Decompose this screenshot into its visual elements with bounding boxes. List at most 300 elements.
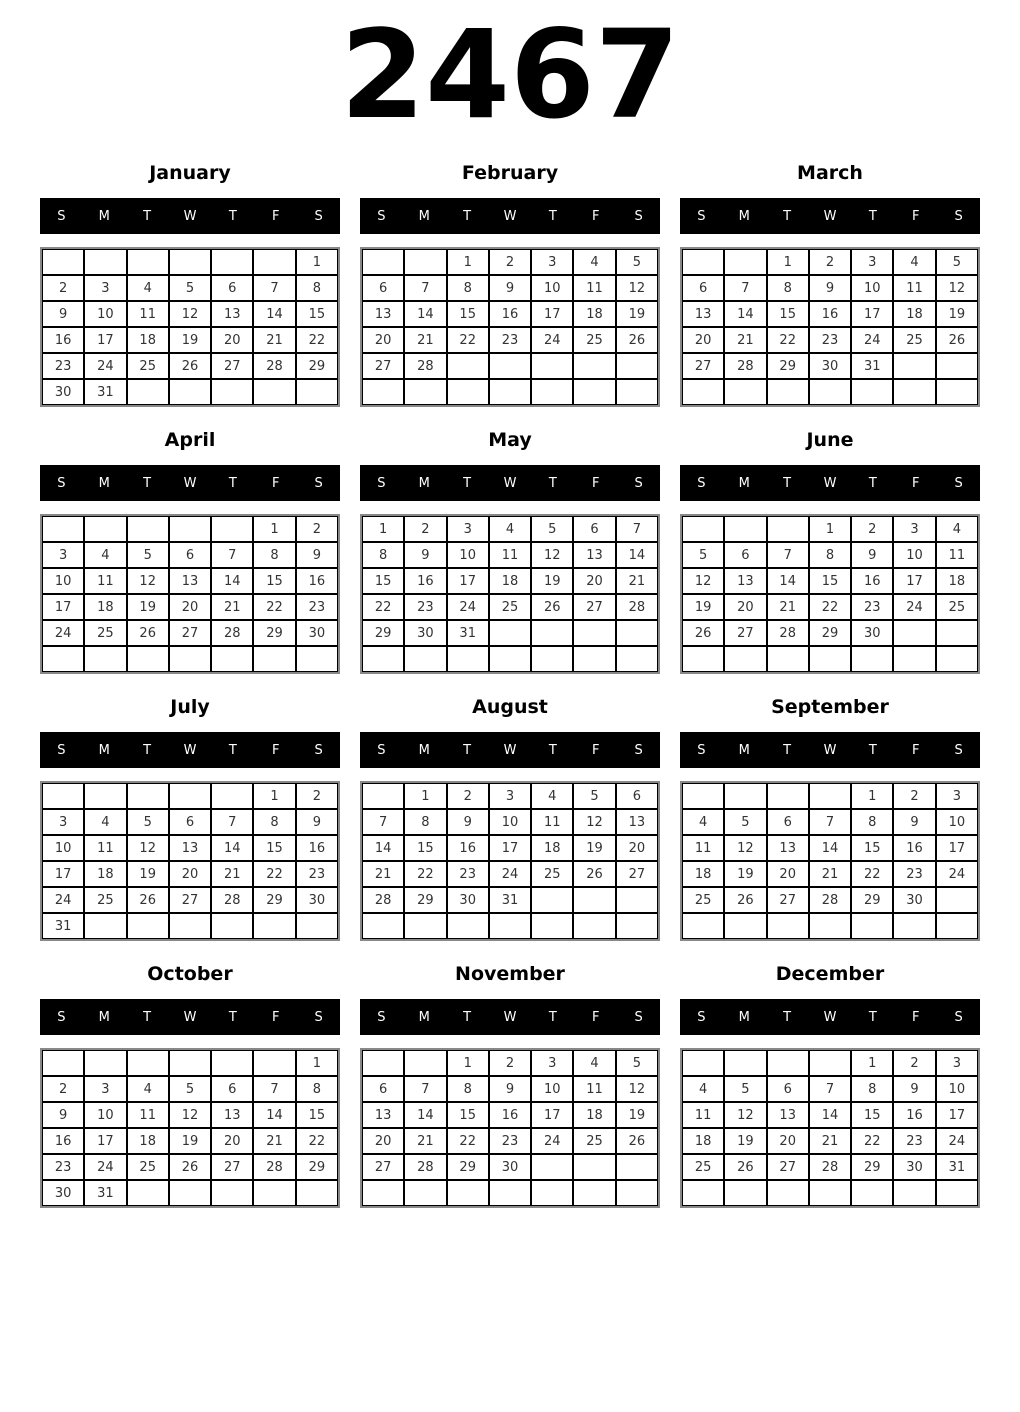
day-cell: 23 bbox=[42, 1154, 84, 1180]
day-cell: 18 bbox=[84, 594, 126, 620]
day-cell: 27 bbox=[767, 887, 809, 913]
weekday-label: W bbox=[823, 475, 837, 491]
day-cell: 6 bbox=[573, 516, 615, 542]
day-cell: 23 bbox=[809, 327, 851, 353]
day-cell: 2 bbox=[404, 516, 446, 542]
day-cell: 26 bbox=[724, 1154, 766, 1180]
day-cell: 8 bbox=[253, 809, 295, 835]
weekday-label: S bbox=[634, 208, 643, 224]
day-cell: 2 bbox=[893, 783, 935, 809]
day-cell: 16 bbox=[893, 1102, 935, 1128]
day-cell: 25 bbox=[127, 353, 169, 379]
day-cell bbox=[936, 620, 978, 646]
day-cell: 10 bbox=[447, 542, 489, 568]
day-cell bbox=[682, 379, 724, 405]
weekday-label: T bbox=[783, 742, 792, 758]
day-cell bbox=[531, 620, 573, 646]
day-cell: 13 bbox=[724, 568, 766, 594]
day-cell bbox=[127, 783, 169, 809]
day-cell: 13 bbox=[211, 301, 253, 327]
day-cell: 11 bbox=[936, 542, 978, 568]
day-cell: 8 bbox=[362, 542, 404, 568]
weekday-label: M bbox=[98, 742, 110, 758]
day-cell: 16 bbox=[42, 1128, 84, 1154]
day-cell bbox=[127, 379, 169, 405]
weekday-label: S bbox=[314, 475, 323, 491]
day-cell: 24 bbox=[851, 327, 893, 353]
day-cell: 17 bbox=[851, 301, 893, 327]
weekday-label: T bbox=[463, 475, 472, 491]
day-cell bbox=[84, 646, 126, 672]
day-cell: 9 bbox=[489, 1076, 531, 1102]
month-title: March bbox=[797, 162, 863, 184]
day-cell: 28 bbox=[211, 620, 253, 646]
day-cell: 7 bbox=[362, 809, 404, 835]
month-block bbox=[360, 963, 660, 1208]
weekday-label: W bbox=[503, 1009, 517, 1025]
day-cell bbox=[211, 249, 253, 275]
weekday-label: T bbox=[143, 1009, 152, 1025]
day-cell: 30 bbox=[42, 379, 84, 405]
day-cell: 23 bbox=[893, 861, 935, 887]
day-cell: 1 bbox=[767, 249, 809, 275]
day-cell: 27 bbox=[573, 594, 615, 620]
day-cell bbox=[724, 646, 766, 672]
day-cell: 29 bbox=[296, 353, 338, 379]
day-cell: 1 bbox=[404, 783, 446, 809]
weekday-label: S bbox=[697, 1009, 706, 1025]
day-cell: 12 bbox=[936, 275, 978, 301]
weekday-header bbox=[680, 999, 980, 1035]
day-cell bbox=[936, 646, 978, 672]
day-cell bbox=[169, 249, 211, 275]
day-cell: 10 bbox=[936, 809, 978, 835]
day-cell bbox=[809, 646, 851, 672]
day-cell: 19 bbox=[127, 861, 169, 887]
day-cell: 11 bbox=[682, 835, 724, 861]
day-cell: 18 bbox=[531, 835, 573, 861]
weekday-header bbox=[360, 465, 660, 501]
weekday-label: T bbox=[868, 475, 877, 491]
day-cell: 28 bbox=[724, 353, 766, 379]
day-cell: 24 bbox=[936, 861, 978, 887]
day-cell bbox=[531, 1154, 573, 1180]
day-cell: 24 bbox=[84, 353, 126, 379]
year-title: 2467 bbox=[340, 4, 680, 146]
calendar-grid bbox=[40, 781, 340, 941]
day-cell: 10 bbox=[531, 275, 573, 301]
day-cell: 1 bbox=[253, 783, 295, 809]
day-cell: 20 bbox=[573, 568, 615, 594]
day-cell bbox=[169, 783, 211, 809]
day-cell: 5 bbox=[616, 249, 658, 275]
day-cell: 31 bbox=[489, 887, 531, 913]
day-cell bbox=[531, 379, 573, 405]
day-cell: 24 bbox=[531, 327, 573, 353]
day-cell bbox=[362, 379, 404, 405]
day-cell bbox=[84, 249, 126, 275]
day-cell: 12 bbox=[616, 275, 658, 301]
day-cell bbox=[447, 913, 489, 939]
day-cell: 19 bbox=[682, 594, 724, 620]
day-cell: 5 bbox=[127, 809, 169, 835]
day-cell bbox=[767, 516, 809, 542]
day-cell: 16 bbox=[809, 301, 851, 327]
day-cell: 26 bbox=[682, 620, 724, 646]
day-cell bbox=[211, 1050, 253, 1076]
day-cell bbox=[127, 516, 169, 542]
day-cell: 27 bbox=[616, 861, 658, 887]
day-cell: 7 bbox=[809, 809, 851, 835]
month-block bbox=[40, 963, 340, 1208]
day-cell: 5 bbox=[724, 809, 766, 835]
weekday-label: F bbox=[271, 475, 280, 491]
day-cell: 19 bbox=[169, 1128, 211, 1154]
weekday-label: F bbox=[911, 1009, 920, 1025]
day-cell: 26 bbox=[127, 620, 169, 646]
day-cell: 9 bbox=[893, 1076, 935, 1102]
day-cell bbox=[809, 379, 851, 405]
day-cell bbox=[84, 516, 126, 542]
day-cell: 30 bbox=[809, 353, 851, 379]
weekday-label: S bbox=[314, 1009, 323, 1025]
month-title: June bbox=[806, 429, 854, 451]
day-cell: 3 bbox=[936, 783, 978, 809]
day-cell bbox=[531, 887, 573, 913]
day-cell: 20 bbox=[211, 327, 253, 353]
day-cell: 31 bbox=[447, 620, 489, 646]
day-cell: 8 bbox=[809, 542, 851, 568]
day-cell bbox=[531, 1180, 573, 1206]
day-cell: 6 bbox=[169, 809, 211, 835]
day-cell bbox=[936, 379, 978, 405]
day-cell bbox=[893, 1180, 935, 1206]
day-cell bbox=[893, 379, 935, 405]
day-cell bbox=[404, 1180, 446, 1206]
day-cell: 29 bbox=[404, 887, 446, 913]
day-cell: 14 bbox=[809, 835, 851, 861]
day-cell: 30 bbox=[296, 887, 338, 913]
day-cell: 10 bbox=[489, 809, 531, 835]
day-cell: 5 bbox=[682, 542, 724, 568]
day-cell: 1 bbox=[296, 249, 338, 275]
day-cell: 29 bbox=[851, 1154, 893, 1180]
day-cell: 19 bbox=[169, 327, 211, 353]
day-cell: 30 bbox=[296, 620, 338, 646]
weekday-label: F bbox=[591, 208, 600, 224]
day-cell bbox=[253, 249, 295, 275]
day-cell bbox=[767, 783, 809, 809]
weekday-label: F bbox=[911, 475, 920, 491]
weekday-header bbox=[40, 465, 340, 501]
day-cell: 18 bbox=[573, 1102, 615, 1128]
day-cell: 28 bbox=[616, 594, 658, 620]
day-cell: 26 bbox=[936, 327, 978, 353]
day-cell bbox=[682, 1050, 724, 1076]
day-cell bbox=[489, 353, 531, 379]
day-cell: 7 bbox=[404, 275, 446, 301]
day-cell bbox=[489, 379, 531, 405]
day-cell: 22 bbox=[767, 327, 809, 353]
day-cell: 4 bbox=[893, 249, 935, 275]
day-cell: 15 bbox=[851, 835, 893, 861]
day-cell: 4 bbox=[936, 516, 978, 542]
day-cell: 20 bbox=[767, 861, 809, 887]
weekday-label: S bbox=[697, 208, 706, 224]
day-cell: 15 bbox=[362, 568, 404, 594]
day-cell: 12 bbox=[531, 542, 573, 568]
calendar-grid bbox=[360, 514, 660, 674]
day-cell bbox=[682, 516, 724, 542]
day-cell: 21 bbox=[616, 568, 658, 594]
day-cell: 5 bbox=[169, 275, 211, 301]
day-cell bbox=[169, 913, 211, 939]
day-cell bbox=[724, 379, 766, 405]
weekday-label: F bbox=[271, 742, 280, 758]
month-title: December bbox=[775, 963, 885, 985]
day-cell: 17 bbox=[893, 568, 935, 594]
day-cell: 11 bbox=[127, 1102, 169, 1128]
weekday-label: S bbox=[954, 475, 963, 491]
weekday-label: S bbox=[57, 742, 66, 758]
day-cell: 20 bbox=[211, 1128, 253, 1154]
day-cell: 19 bbox=[531, 568, 573, 594]
day-cell: 14 bbox=[253, 301, 295, 327]
day-cell: 14 bbox=[211, 568, 253, 594]
day-cell: 12 bbox=[573, 809, 615, 835]
day-cell: 19 bbox=[724, 1128, 766, 1154]
day-cell: 14 bbox=[362, 835, 404, 861]
day-cell bbox=[362, 913, 404, 939]
day-cell bbox=[616, 887, 658, 913]
month-block bbox=[680, 963, 980, 1208]
calendar-grid bbox=[680, 247, 980, 407]
day-cell: 3 bbox=[893, 516, 935, 542]
day-cell: 27 bbox=[211, 1154, 253, 1180]
day-cell: 3 bbox=[42, 542, 84, 568]
weekday-label: T bbox=[228, 1009, 237, 1025]
day-cell: 14 bbox=[404, 301, 446, 327]
day-cell: 21 bbox=[404, 1128, 446, 1154]
day-cell: 1 bbox=[851, 1050, 893, 1076]
month-block bbox=[360, 429, 660, 674]
weekday-label: M bbox=[418, 208, 430, 224]
day-cell: 19 bbox=[724, 861, 766, 887]
day-cell: 11 bbox=[127, 301, 169, 327]
day-cell bbox=[616, 1180, 658, 1206]
day-cell: 12 bbox=[724, 835, 766, 861]
day-cell bbox=[447, 646, 489, 672]
day-cell: 2 bbox=[893, 1050, 935, 1076]
day-cell: 9 bbox=[42, 1102, 84, 1128]
day-cell: 23 bbox=[296, 594, 338, 620]
day-cell: 14 bbox=[253, 1102, 295, 1128]
day-cell: 16 bbox=[296, 568, 338, 594]
day-cell: 28 bbox=[809, 1154, 851, 1180]
day-cell: 11 bbox=[84, 568, 126, 594]
weekday-label: F bbox=[591, 742, 600, 758]
weekday-label: T bbox=[868, 1009, 877, 1025]
day-cell bbox=[936, 887, 978, 913]
weekday-label: M bbox=[738, 208, 750, 224]
weekday-label: T bbox=[143, 475, 152, 491]
calendar-grid bbox=[680, 1048, 980, 1208]
weekday-label: T bbox=[463, 208, 472, 224]
day-cell: 2 bbox=[447, 783, 489, 809]
weekday-label: T bbox=[228, 208, 237, 224]
day-cell bbox=[809, 783, 851, 809]
day-cell: 13 bbox=[169, 568, 211, 594]
day-cell bbox=[127, 249, 169, 275]
weekday-label: T bbox=[783, 208, 792, 224]
day-cell: 6 bbox=[211, 275, 253, 301]
day-cell: 2 bbox=[296, 516, 338, 542]
day-cell: 8 bbox=[296, 275, 338, 301]
day-cell bbox=[127, 913, 169, 939]
day-cell: 7 bbox=[253, 1076, 295, 1102]
weekday-label: W bbox=[183, 1009, 197, 1025]
day-cell bbox=[893, 353, 935, 379]
months-grid bbox=[0, 150, 1020, 1208]
day-cell: 9 bbox=[809, 275, 851, 301]
day-cell bbox=[127, 646, 169, 672]
day-cell: 27 bbox=[169, 620, 211, 646]
weekday-label: W bbox=[183, 208, 197, 224]
day-cell: 17 bbox=[447, 568, 489, 594]
day-cell: 28 bbox=[809, 887, 851, 913]
day-cell bbox=[127, 1180, 169, 1206]
day-cell: 20 bbox=[682, 327, 724, 353]
day-cell: 6 bbox=[682, 275, 724, 301]
month-title: September bbox=[771, 696, 889, 718]
day-cell: 20 bbox=[362, 1128, 404, 1154]
day-cell: 13 bbox=[362, 301, 404, 327]
day-cell: 21 bbox=[253, 327, 295, 353]
day-cell: 15 bbox=[809, 568, 851, 594]
weekday-label: S bbox=[697, 475, 706, 491]
weekday-label: F bbox=[911, 208, 920, 224]
day-cell: 13 bbox=[573, 542, 615, 568]
day-cell: 9 bbox=[296, 542, 338, 568]
day-cell: 15 bbox=[253, 835, 295, 861]
day-cell: 6 bbox=[211, 1076, 253, 1102]
day-cell: 19 bbox=[573, 835, 615, 861]
day-cell: 3 bbox=[84, 1076, 126, 1102]
day-cell: 9 bbox=[489, 275, 531, 301]
day-cell: 8 bbox=[447, 1076, 489, 1102]
day-cell: 2 bbox=[851, 516, 893, 542]
month-title: February bbox=[461, 162, 559, 184]
day-cell: 12 bbox=[127, 835, 169, 861]
day-cell: 19 bbox=[127, 594, 169, 620]
day-cell bbox=[851, 1180, 893, 1206]
day-cell: 23 bbox=[404, 594, 446, 620]
day-cell: 10 bbox=[42, 568, 84, 594]
day-cell: 26 bbox=[169, 353, 211, 379]
weekday-label: W bbox=[823, 742, 837, 758]
day-cell bbox=[616, 620, 658, 646]
day-cell bbox=[211, 379, 253, 405]
day-cell bbox=[447, 1180, 489, 1206]
month-block bbox=[360, 696, 660, 941]
day-cell: 10 bbox=[936, 1076, 978, 1102]
day-cell: 4 bbox=[84, 542, 126, 568]
day-cell bbox=[767, 379, 809, 405]
day-cell: 20 bbox=[616, 835, 658, 861]
day-cell: 19 bbox=[616, 301, 658, 327]
weekday-label: W bbox=[823, 1009, 837, 1025]
day-cell: 1 bbox=[851, 783, 893, 809]
day-cell: 18 bbox=[127, 1128, 169, 1154]
day-cell bbox=[616, 913, 658, 939]
day-cell: 11 bbox=[573, 275, 615, 301]
day-cell: 23 bbox=[489, 327, 531, 353]
day-cell: 31 bbox=[936, 1154, 978, 1180]
day-cell: 20 bbox=[169, 594, 211, 620]
calendar-grid bbox=[40, 247, 340, 407]
day-cell bbox=[489, 620, 531, 646]
day-cell: 13 bbox=[682, 301, 724, 327]
day-cell: 18 bbox=[682, 1128, 724, 1154]
day-cell: 1 bbox=[809, 516, 851, 542]
day-cell: 18 bbox=[127, 327, 169, 353]
day-cell bbox=[809, 1050, 851, 1076]
day-cell: 23 bbox=[489, 1128, 531, 1154]
day-cell: 3 bbox=[489, 783, 531, 809]
day-cell: 19 bbox=[616, 1102, 658, 1128]
day-cell: 2 bbox=[489, 1050, 531, 1076]
day-cell: 25 bbox=[573, 1128, 615, 1154]
weekday-header bbox=[40, 999, 340, 1035]
day-cell: 29 bbox=[767, 353, 809, 379]
day-cell bbox=[767, 1180, 809, 1206]
day-cell bbox=[362, 1180, 404, 1206]
weekday-header bbox=[680, 198, 980, 234]
weekday-label: S bbox=[377, 475, 386, 491]
day-cell bbox=[211, 783, 253, 809]
day-cell: 24 bbox=[42, 620, 84, 646]
month-title: April bbox=[164, 429, 216, 451]
day-cell: 3 bbox=[936, 1050, 978, 1076]
weekday-label: T bbox=[463, 742, 472, 758]
day-cell: 14 bbox=[404, 1102, 446, 1128]
day-cell: 16 bbox=[489, 1102, 531, 1128]
day-cell bbox=[616, 379, 658, 405]
weekday-header bbox=[360, 732, 660, 768]
day-cell: 22 bbox=[404, 861, 446, 887]
day-cell bbox=[404, 1050, 446, 1076]
day-cell: 5 bbox=[724, 1076, 766, 1102]
day-cell bbox=[616, 353, 658, 379]
day-cell: 5 bbox=[616, 1050, 658, 1076]
day-cell bbox=[42, 646, 84, 672]
calendar-grid bbox=[680, 781, 980, 941]
day-cell: 29 bbox=[851, 887, 893, 913]
day-cell: 28 bbox=[767, 620, 809, 646]
day-cell bbox=[253, 646, 295, 672]
calendar-grid bbox=[360, 247, 660, 407]
day-cell: 18 bbox=[84, 861, 126, 887]
day-cell bbox=[447, 379, 489, 405]
day-cell bbox=[573, 1154, 615, 1180]
day-cell: 26 bbox=[573, 861, 615, 887]
day-cell: 1 bbox=[447, 249, 489, 275]
day-cell: 8 bbox=[851, 1076, 893, 1102]
weekday-header bbox=[360, 198, 660, 234]
day-cell bbox=[682, 913, 724, 939]
day-cell: 11 bbox=[893, 275, 935, 301]
month-block bbox=[40, 429, 340, 674]
